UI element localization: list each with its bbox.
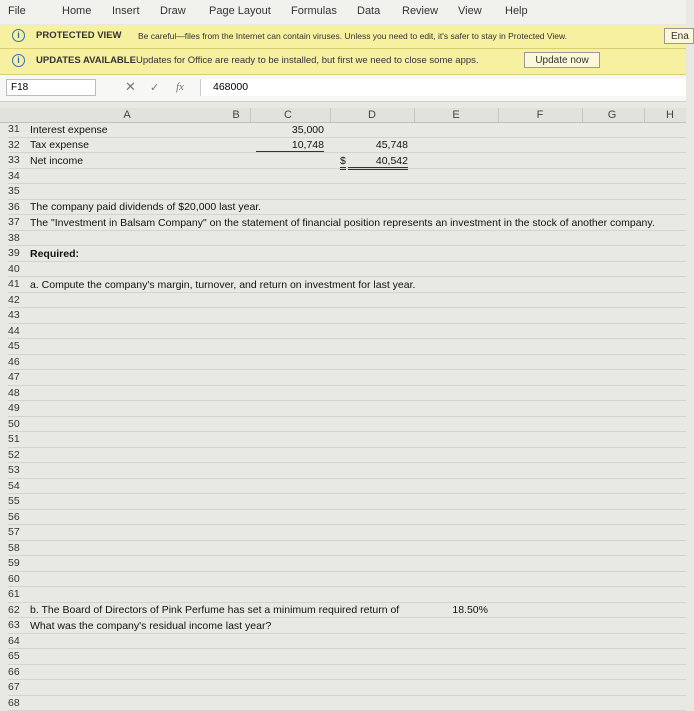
sheet-row[interactable] (8, 169, 686, 185)
cell-a[interactable]: What was the company's residual income last year? (30, 620, 271, 632)
cell-a[interactable]: The company paid dividends of $20,000 last year. (30, 201, 261, 213)
row-number[interactable]: 54 (8, 480, 28, 492)
row-number[interactable]: 63 (8, 619, 28, 631)
sheet-row[interactable] (8, 479, 686, 495)
sheet-row[interactable] (8, 386, 686, 402)
cell-a[interactable]: Net income (30, 155, 83, 167)
row-number[interactable]: 62 (8, 604, 28, 616)
tab-formulas[interactable]: Formulas (291, 5, 337, 17)
row-number[interactable]: 37 (8, 216, 28, 228)
cell-a[interactable]: a. Compute the company's margin, turnover, and return on investment for last year. (30, 279, 415, 291)
tab-data[interactable]: Data (357, 5, 380, 17)
sheet-row[interactable] (8, 448, 686, 464)
row-number[interactable]: 48 (8, 387, 28, 399)
row-number[interactable]: 34 (8, 170, 28, 182)
row-number[interactable]: 31 (8, 123, 28, 135)
tab-help[interactable]: Help (505, 5, 528, 17)
tab-view[interactable]: View (458, 5, 482, 17)
row-number[interactable]: 52 (8, 449, 28, 461)
sheet-row[interactable] (8, 510, 686, 526)
row-number[interactable]: 33 (8, 154, 28, 166)
row-number[interactable]: 57 (8, 526, 28, 538)
sheet-row[interactable] (8, 370, 686, 386)
sheet-row[interactable] (8, 324, 686, 340)
enable-editing-button[interactable]: Ena (664, 28, 694, 44)
row-number[interactable]: 68 (8, 697, 28, 709)
column-header-d[interactable]: D (368, 109, 376, 121)
info-icon: i (12, 29, 25, 42)
sheet-row[interactable] (8, 556, 686, 572)
row-number[interactable]: 32 (8, 139, 28, 151)
updates-message: Updates for Office are ready to be installed, but first we need to close some apps. (136, 55, 479, 66)
column-header-f[interactable]: F (537, 109, 544, 121)
cancel-icon[interactable]: ✕ (125, 79, 136, 95)
column-header-e[interactable]: E (452, 109, 459, 121)
cell-a[interactable]: Interest expense (30, 124, 108, 136)
row-number[interactable]: 35 (8, 185, 28, 197)
row-number[interactable]: 53 (8, 464, 28, 476)
row-number[interactable]: 55 (8, 495, 28, 507)
sheet-row[interactable] (8, 401, 686, 417)
row-number[interactable]: 60 (8, 573, 28, 585)
sheet-row[interactable] (8, 293, 686, 309)
tab-review[interactable]: Review (402, 5, 438, 17)
info-icon: i (12, 54, 25, 67)
row-number[interactable]: 65 (8, 650, 28, 662)
protected-view-message: Be careful—files from the Internet can contain viruses. Unless you need to edit, it's safer to stay in Protected View. (138, 31, 567, 41)
sheet-row[interactable] (8, 355, 686, 371)
row-number[interactable]: 49 (8, 402, 28, 414)
sheet-grid[interactable] (8, 122, 686, 700)
row-number[interactable]: 47 (8, 371, 28, 383)
currency-symbol: $ (340, 155, 346, 170)
row-number[interactable]: 42 (8, 294, 28, 306)
column-header-a[interactable]: A (123, 109, 130, 121)
cell-d[interactable]: 40,542 (348, 155, 408, 170)
updates-bar (0, 49, 686, 75)
sheet-row[interactable] (8, 200, 686, 216)
sheet-row[interactable] (8, 572, 686, 588)
row-number[interactable]: 58 (8, 542, 28, 554)
sheet-row[interactable] (8, 649, 686, 665)
row-number[interactable]: 36 (8, 201, 28, 213)
row-number[interactable]: 50 (8, 418, 28, 430)
sheet-row[interactable] (8, 231, 686, 247)
cell-a[interactable]: Required: (30, 248, 79, 260)
row-number[interactable]: 51 (8, 433, 28, 445)
column-header-c[interactable]: C (284, 109, 292, 121)
row-number[interactable]: 56 (8, 511, 28, 523)
sheet-row[interactable] (8, 262, 686, 278)
sheet-row[interactable] (8, 618, 686, 634)
sheet-row[interactable] (8, 463, 686, 479)
sheet-row[interactable] (8, 138, 686, 154)
sheet-row[interactable] (8, 215, 686, 231)
tab-home[interactable]: Home (62, 5, 91, 17)
column-headers (0, 108, 686, 123)
insert-function-icon[interactable]: fx (176, 81, 184, 93)
sheet-row[interactable] (8, 634, 686, 650)
row-number[interactable]: 64 (8, 635, 28, 647)
protected-view-bar (0, 25, 686, 49)
cell-a[interactable]: The "Investment in Balsam Company" on the statement of financial position represents an investment in the stock of another company. (30, 217, 655, 229)
row-number[interactable]: 46 (8, 356, 28, 368)
sheet-row[interactable] (8, 680, 686, 696)
row-number[interactable]: 59 (8, 557, 28, 569)
cell-e[interactable]: 18.50% (428, 604, 488, 616)
sheet-row[interactable] (8, 587, 686, 603)
sheet-row[interactable] (8, 432, 686, 448)
row-number[interactable]: 67 (8, 681, 28, 693)
cell-c[interactable]: 35,000 (256, 124, 324, 136)
tab-page-layout[interactable]: Page Layout (209, 5, 271, 17)
cell-c[interactable]: 10,748 (256, 139, 324, 152)
sheet-row[interactable] (8, 525, 686, 541)
tab-insert[interactable]: Insert (112, 5, 140, 17)
row-number[interactable]: 44 (8, 325, 28, 337)
sheet-row[interactable] (8, 665, 686, 681)
row-number[interactable]: 45 (8, 340, 28, 352)
sheet-row[interactable] (8, 696, 686, 711)
column-header-b[interactable]: B (232, 109, 239, 121)
tab-draw[interactable]: Draw (160, 5, 186, 17)
row-number[interactable]: 43 (8, 309, 28, 321)
sheet-row[interactable] (8, 603, 686, 619)
update-now-button[interactable]: Update now (524, 52, 600, 68)
formula-input[interactable]: 468000 (200, 79, 686, 96)
enter-icon[interactable]: ✓ (150, 81, 159, 94)
sheet-row[interactable] (8, 494, 686, 510)
name-box[interactable]: F18 (6, 79, 96, 96)
updates-title: UPDATES AVAILABLE (36, 55, 136, 66)
sheet-row[interactable] (8, 246, 686, 262)
row-number[interactable]: 66 (8, 666, 28, 678)
column-header-g[interactable]: G (608, 109, 617, 121)
sheet-row[interactable] (8, 308, 686, 324)
sheet-row[interactable] (8, 153, 686, 169)
row-number[interactable]: 61 (8, 588, 28, 600)
sheet-row[interactable] (8, 417, 686, 433)
cell-d[interactable]: 45,748 (348, 139, 408, 151)
cell-a[interactable]: Tax expense (30, 139, 89, 151)
formula-bar (0, 75, 686, 102)
cell-a[interactable]: b. The Board of Directors of Pink Perfume has set a minimum required return of (30, 604, 399, 616)
row-number[interactable]: 38 (8, 232, 28, 244)
column-header-h[interactable]: H (666, 109, 674, 121)
sheet-row[interactable] (8, 277, 686, 293)
sheet-row[interactable] (8, 122, 686, 138)
row-number[interactable]: 39 (8, 247, 28, 259)
sheet-row[interactable] (8, 339, 686, 355)
ribbon-tabs (0, 0, 686, 24)
sheet-row[interactable] (8, 541, 686, 557)
row-number[interactable]: 40 (8, 263, 28, 275)
protected-view-title: PROTECTED VIEW (36, 30, 122, 41)
sheet-row[interactable] (8, 184, 686, 200)
tab-file[interactable]: File (8, 5, 26, 17)
row-number[interactable]: 41 (8, 278, 28, 290)
